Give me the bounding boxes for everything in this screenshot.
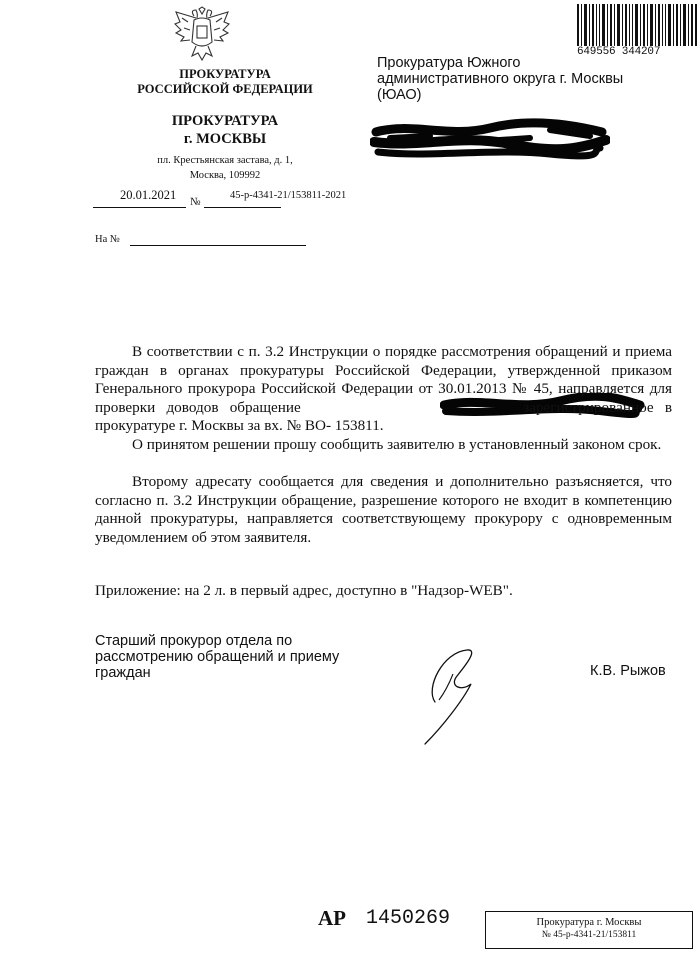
office-name-line2: г. МОСКВЫ (183, 131, 267, 147)
registry-stamp (485, 911, 693, 949)
body-paragraph-1 (95, 343, 672, 436)
attachment-note: Приложение: на 2 л. в первый адрес, доступно в "Надзор-WEB". (95, 582, 513, 599)
reply-to-label: На № (95, 234, 120, 245)
barcode (575, 4, 699, 50)
barcode-digits: 649556 344207 (577, 46, 661, 58)
org-name-line2: РОССИЙСКОЙ ФЕДЕРАЦИИ (137, 82, 313, 96)
body-paragraph-2: О принятом решении прошу сообщить заявителю в установленный законом срок. (132, 436, 662, 453)
office-name-line1: ПРОКУРАТУРА (171, 113, 279, 129)
address-line1: пл. Крестьянская застава, д. 1, (157, 155, 293, 166)
office-name (120, 112, 330, 148)
body-paragraph-3: Второму адресату сообщается для сведения и дополнительно разъясняется, что согласно п. 3.2 Инструкции обращение, разрешение которого не входит в компетенцию данной прокуратуры, направляется соответствующему прокурору с одновременным уведомлением об этом заявителя. (95, 473, 672, 546)
ap-number: 1450269 (366, 907, 451, 930)
handwritten-signature (395, 640, 505, 750)
signatory-name: К.В. Рыжов (590, 663, 666, 679)
double-headed-eagle-icon (172, 6, 232, 64)
body-paragraph-1-end: зарегистрированное в прокуратуре г. Москвы за вх. № ВО- 153811. (95, 398, 672, 434)
body-paragraph-1-text: В соответствии с п. 3.2 Инструкции о порядке рассмотрения обращений и приема граждан в органах прокуратуры Российской Федерации, утвержденной приказом Генерального прокурора Российской Федерации от 30.01.2013 № 45, направляется для проверки доводов обращение (95, 343, 672, 416)
redaction-scribble (370, 118, 610, 166)
org-name (120, 67, 330, 97)
org-name-line1: ПРОКУРАТУРА (179, 67, 271, 81)
recipient-line2: административного округа г. Москвы (377, 71, 624, 87)
signatory-title-line2: рассмотрению обращений и приему (95, 649, 340, 665)
recipient-block (377, 55, 677, 103)
recipient-line1: Прокуратура Южного (377, 55, 521, 71)
document-date: 20.01.2021 (120, 188, 177, 202)
stamp-line1: Прокуратура г. Москвы (536, 917, 642, 928)
address-line2: Москва, 109992 (189, 170, 261, 181)
signatory-title-line1: Старший прокурор отдела по (95, 633, 293, 649)
ap-prefix: АР (318, 906, 346, 930)
number-sign: № (190, 196, 201, 208)
stamp-line2: № 45-р-4341-21/153811 (541, 930, 637, 940)
recipient-line3: (ЮАО) (377, 87, 422, 103)
signatory-title (95, 633, 395, 681)
registration-number: 45-р-4341-21/153811-2021 (230, 190, 347, 201)
signatory-title-line3: граждан (95, 665, 151, 681)
